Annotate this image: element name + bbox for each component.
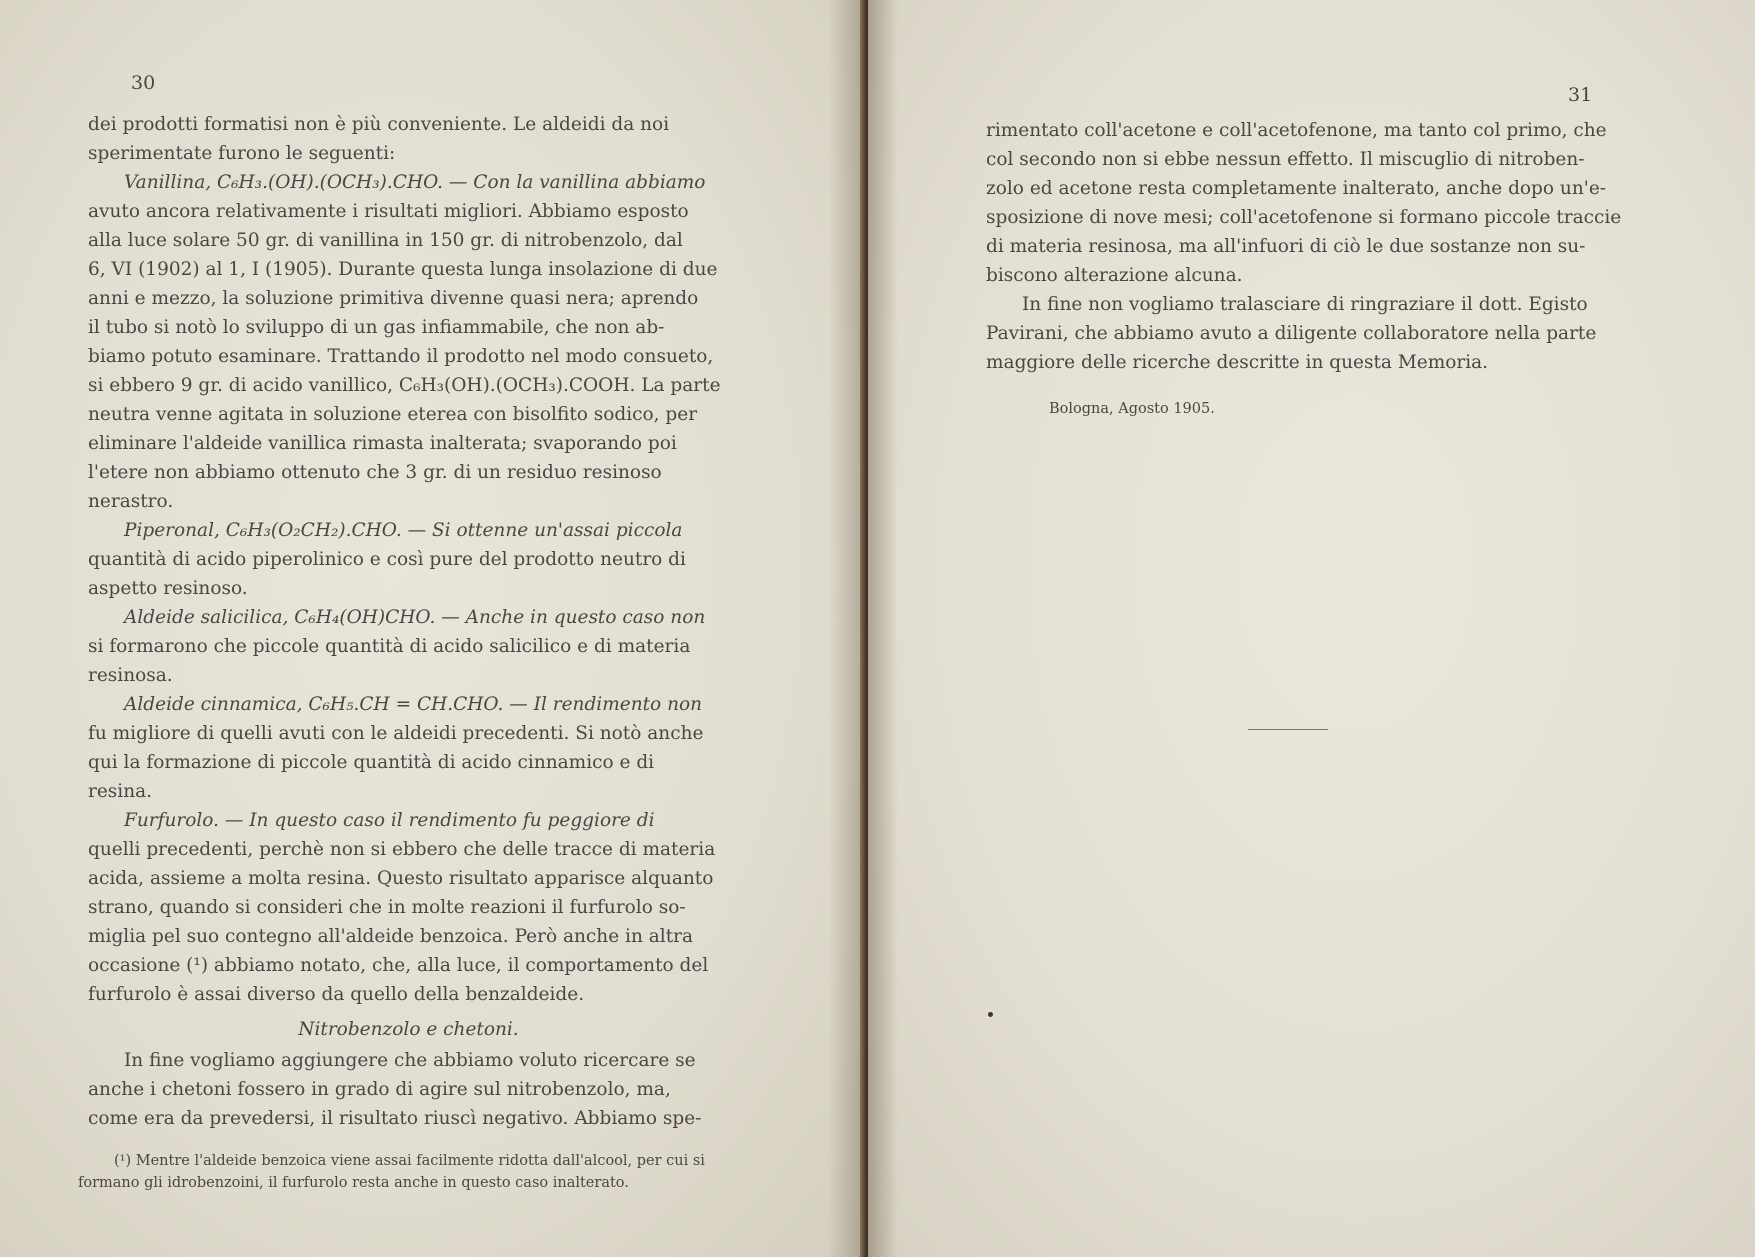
footnote (78, 1150, 719, 1194)
text-line: sposizione di nove mesi; coll'acetofenone si formano piccole traccie (986, 207, 1622, 228)
text-line: come era da prevedersi, il risultato riuscì negativo. Abbiamo spe- (88, 1108, 702, 1129)
right-page (868, 0, 1755, 1257)
text-line: si ebbero 9 gr. di acido vanillico, C₆H₃(OH).(OCH₃).COOH. La parte (88, 375, 721, 396)
text-line: quantità di acido piperolinico e così pure del prodotto neutro di (88, 549, 686, 570)
text-line: Furfurolo. — In questo caso il rendimento fu peggiore di (124, 810, 655, 831)
text-line: maggiore delle ricerche descritte in questa Memoria. (986, 352, 1489, 373)
left-body-text (88, 110, 729, 1133)
section-heading: Nitrobenzolo e chetoni. (298, 1019, 519, 1040)
right-body-text (986, 116, 1632, 377)
text-line: si formarono che piccole quantità di acido salicilico e di materia (88, 636, 691, 657)
text-line: dei prodotti formatisi non è più conveniente. Le aldeidi da noi (88, 114, 670, 135)
text-line: biscono alterazione alcuna. (986, 265, 1243, 286)
dateline: Bologna, Agosto 1905. (1049, 401, 1215, 417)
text-line: anche i chetoni fossero in grado di agire sul nitrobenzolo, ma, (88, 1079, 671, 1100)
text-line: 6, VI (1902) al 1, I (1905). Durante questa lunga insolazione di due (88, 259, 718, 280)
left-page (0, 0, 868, 1257)
text-line: Aldeide cinnamica, C₆H₅.CH = CH.CHO. — Il rendimento non (124, 694, 703, 715)
text-line: furfurolo è assai diverso da quello della benzaldeide. (88, 984, 585, 1005)
text-line: avuto ancora relativamente i risultati migliori. Abbiamo esposto (88, 201, 689, 222)
text-line: di materia resinosa, ma all'infuori di ciò le due sostanze non su- (986, 236, 1586, 257)
text-line: neutra venne agitata in soluzione eterea con bisolfito sodico, per (88, 404, 698, 425)
ink-speck (988, 1012, 993, 1017)
text-line: rimentato coll'acetone e coll'acetofenone, ma tanto col primo, che (986, 120, 1607, 141)
text-line: miglia pel suo contegno all'aldeide benzoica. Però anche in altra (88, 926, 694, 947)
footnote-line: (¹) Mentre l'aldeide benzoica viene assai facilmente ridotta dall'alcool, per cui si (114, 1153, 705, 1169)
text-line: Vanillina, C₆H₃.(OH).(OCH₃).CHO. — Con la vanillina abbiamo (124, 172, 706, 193)
text-line: anni e mezzo, la soluzione primitiva divenne quasi nera; aprendo (88, 288, 699, 309)
text-line: col secondo non si ebbe nessun effetto. Il miscuglio di nitroben- (986, 149, 1585, 170)
text-line: nerastro. (88, 491, 174, 512)
footnote-line: formano gli idrobenzoini, il furfurolo resta anche in questo caso inalterato. (78, 1175, 629, 1191)
text-line: occasione (¹) abbiamo notato, che, alla luce, il comportamento del (88, 955, 709, 976)
text-line: acida, assieme a molta resina. Questo risultato apparisce alquanto (88, 868, 714, 889)
page-number-right: 31 (1568, 84, 1593, 106)
text-line: In fine vogliamo aggiungere che abbiamo voluto ricercare se (124, 1050, 696, 1071)
text-line: resina. (88, 781, 153, 802)
text-line: resinosa. (88, 665, 173, 686)
text-line: Aldeide salicilica, C₆H₄(OH)CHO. — Anche in questo caso non (124, 607, 706, 628)
text-line: il tubo si notò lo sviluppo di un gas infiammabile, che non ab- (88, 317, 665, 338)
text-line: sperimentate furono le seguenti: (88, 143, 396, 164)
text-line: aspetto resinoso. (88, 578, 248, 599)
text-line: Pavirani, che abbiamo avuto a diligente collaboratore nella parte (986, 323, 1597, 344)
text-line: qui la formazione di piccole quantità di acido cinnamico e di (88, 752, 655, 773)
text-line: eliminare l'aldeide vanillica rimasta inalterata; svaporando poi (88, 433, 677, 454)
text-line: In fine non vogliamo tralasciare di ringraziare il dott. Egisto (1022, 294, 1588, 315)
gutter-shadow (868, 0, 898, 1257)
text-line: biamo potuto esaminare. Trattando il prodotto nel modo consueto, (88, 346, 714, 367)
text-line: quelli precedenti, perchè non si ebbero che delle tracce di materia (88, 839, 716, 860)
text-line: l'etere non abbiamo ottenuto che 3 gr. di un residuo resinoso (88, 462, 662, 483)
text-line: fu migliore di quelli avuti con le aldeidi precedenti. Si notò anche (88, 723, 704, 744)
text-line: zolo ed acetone resta completamente inalterato, anche dopo un'e- (986, 178, 1607, 199)
text-line: Piperonal, C₆H₃(O₂CH₂).CHO. — Si ottenne un'assai piccola (124, 520, 683, 541)
text-line: strano, quando si consideri che in molte reazioni il furfurolo so- (88, 897, 686, 918)
page-number-left: 30 (131, 72, 156, 94)
text-line: alla luce solare 50 gr. di vanillina in 150 gr. di nitrobenzolo, dal (88, 230, 683, 251)
end-rule (1248, 729, 1328, 730)
